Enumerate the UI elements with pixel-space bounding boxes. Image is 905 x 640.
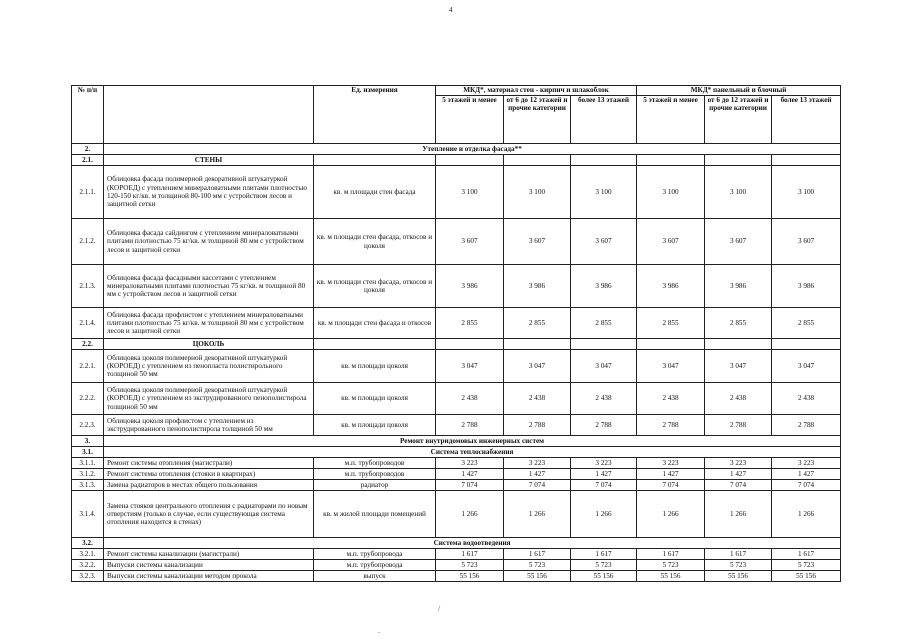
empty-cell [571, 339, 637, 350]
empty-cell [637, 155, 705, 166]
price-value: 3 047 [571, 350, 637, 383]
header-sub: от 6 до 12 этажей и прочие категории [504, 96, 571, 144]
header-sub: от 6 до 12 этажей и прочие категории [705, 96, 772, 144]
price-value: 3 607 [436, 219, 504, 265]
price-value: 3 223 [571, 458, 637, 469]
table-row [72, 415, 841, 436]
price-value: 2 855 [504, 308, 571, 339]
price-value: 3 100 [504, 166, 571, 219]
unit-of-measure: кв. м площади стен фасада, откосов и цоколя [314, 265, 436, 308]
price-value: 2 438 [705, 383, 772, 415]
price-value: 3 100 [705, 166, 772, 219]
row-number: 2. [72, 144, 104, 155]
row-number: 3. [72, 436, 104, 447]
price-value: 55 156 [436, 571, 504, 582]
price-value: 3 607 [772, 219, 841, 265]
price-table-container [71, 85, 840, 582]
price-value: 1 617 [705, 549, 772, 560]
price-value: 2 438 [637, 383, 705, 415]
price-value: 3 607 [637, 219, 705, 265]
header-group-panel: МКД* панельный и блочный [637, 86, 841, 96]
row-number: 3.1.3. [72, 480, 104, 491]
row-number: 3.2.1. [72, 549, 104, 560]
work-description: Облицовка фасада полимерной декоративной штукатуркой (КОРОЕД) с утеплением минераловатными плитами плотностью 120-150 кг/кв. м толщиной 80-100 мм с устройством лесов и защитной сетки [104, 166, 314, 219]
price-value: 55 156 [772, 571, 841, 582]
header-num: № п/п [72, 86, 104, 144]
row-number: 2.1. [72, 155, 104, 166]
section-title: Система водоотведения [104, 538, 841, 549]
price-value: 1 617 [772, 549, 841, 560]
table-row [72, 219, 841, 265]
price-table [71, 85, 841, 582]
price-value: 3 047 [637, 350, 705, 383]
subsection-row [72, 155, 841, 166]
empty-cell [772, 155, 841, 166]
price-value: 3 986 [637, 265, 705, 308]
section-title: Ремонт внутридомовых инженерных систем [104, 436, 841, 447]
price-value: 1 427 [504, 469, 571, 480]
subsection-title: СТЕНЫ [104, 155, 314, 166]
row-number: 3.1.4. [72, 491, 104, 538]
price-value: 3 607 [504, 219, 571, 265]
table-row [72, 383, 841, 415]
price-value: 2 788 [772, 415, 841, 436]
price-value: 3 986 [436, 265, 504, 308]
header-sub: 5 этажей и менее [436, 96, 504, 144]
price-value: 2 788 [705, 415, 772, 436]
price-value: 3 100 [772, 166, 841, 219]
price-value: 3 047 [504, 350, 571, 383]
price-value: 3 223 [772, 458, 841, 469]
price-value: 5 723 [436, 560, 504, 571]
scan-mark: . [378, 626, 380, 635]
price-value: 2 855 [705, 308, 772, 339]
price-value: 3 223 [705, 458, 772, 469]
work-description: Ремонт системы отопления (магистрали) [104, 458, 314, 469]
price-value: 1 427 [705, 469, 772, 480]
price-value: 3 100 [637, 166, 705, 219]
table-row [72, 480, 841, 491]
unit-of-measure: м.п. трубопроводов [314, 458, 436, 469]
table-row [72, 166, 841, 219]
empty-cell [504, 155, 571, 166]
work-description: Облицовка цоколя профлистом с утеплением из экструдированного пенополистирола толщиной 50 мм [104, 415, 314, 436]
header-sub: более 13 этажей [571, 96, 637, 144]
work-description: Облицовка цоколя полимерной декоративной штукатуркой (КОРОЕД) с утеплением из пеноплаcта полистирольного толщиной 50 мм [104, 350, 314, 383]
unit-of-measure: кв. м площади стен фасада, откосов и цоколя [314, 219, 436, 265]
row-number: 2.2.1. [72, 350, 104, 383]
unit-of-measure: кв. м площади цоколя [314, 415, 436, 436]
row-number: 2.1.4. [72, 308, 104, 339]
price-value: 3 047 [436, 350, 504, 383]
section-row [72, 436, 841, 447]
price-value: 5 723 [571, 560, 637, 571]
price-value: 1 266 [436, 491, 504, 538]
price-value: 1 427 [772, 469, 841, 480]
row-number: 2.2.3. [72, 415, 104, 436]
header-unit: Ед. измерения [314, 86, 436, 144]
work-description: Выпуски системы канализации методом прокола [104, 571, 314, 582]
work-description: Замена стояков центрального отопления с радиаторами по новым отверстиям (только в случае, если существующая система отопления находится в стенах) [104, 491, 314, 538]
price-value: 55 156 [571, 571, 637, 582]
price-value: 2 855 [772, 308, 841, 339]
price-value: 3 223 [637, 458, 705, 469]
price-value: 1 617 [637, 549, 705, 560]
price-value: 5 723 [705, 560, 772, 571]
row-number: 2.1.1. [72, 166, 104, 219]
price-value: 1 427 [436, 469, 504, 480]
table-row [72, 549, 841, 560]
price-value: 55 156 [504, 571, 571, 582]
price-value: 7 074 [436, 480, 504, 491]
table-row [72, 458, 841, 469]
work-description: Ремонт системы отопления (стояки в квартирах) [104, 469, 314, 480]
price-value: 1 266 [705, 491, 772, 538]
header-group-brick: МКД*, материал стен - кирпич и шлакоблок [436, 86, 637, 96]
price-value: 1 266 [571, 491, 637, 538]
table-row [72, 571, 841, 582]
unit-of-measure: кв. м площади стен фасада и откосов [314, 308, 436, 339]
price-value: 2 438 [504, 383, 571, 415]
row-number: 3.1. [72, 447, 104, 458]
row-number: 3.2.3. [72, 571, 104, 582]
header-sub: более 13 этажей [772, 96, 841, 144]
header-desc [104, 86, 314, 144]
unit-of-measure: м.п. трубопровода [314, 549, 436, 560]
price-value: 7 074 [504, 480, 571, 491]
work-description: Выпуски системы канализации [104, 560, 314, 571]
price-value: 2 438 [571, 383, 637, 415]
price-value: 2 855 [637, 308, 705, 339]
row-number: 3.1.1. [72, 458, 104, 469]
row-number: 2.2. [72, 339, 104, 350]
work-description: Облицовка фасада фасадными кассетами с утеплением минераловатными плитами плотностью 75 кг/кв. м толщиной 80 мм с устройством лесов и защитной сетки [104, 265, 314, 308]
price-value: 7 074 [705, 480, 772, 491]
unit-of-measure: кв. м площади стен фасада [314, 166, 436, 219]
work-description: Облицовка цоколя полимерной декоративной штукатуркой (КОРОЕД) с утеплением из экструдированного пенополистирола толщиной 50 мм [104, 383, 314, 415]
unit-of-measure: кв. м площади цоколя [314, 383, 436, 415]
price-value: 1 427 [571, 469, 637, 480]
scan-mark: / [438, 604, 441, 613]
row-number: 2.1.3. [72, 265, 104, 308]
row-number: 2.1.2. [72, 219, 104, 265]
price-value: 7 074 [772, 480, 841, 491]
section-title: Утепление и отделка фасада** [104, 144, 841, 155]
price-value: 3 986 [772, 265, 841, 308]
row-number: 2.2.2. [72, 383, 104, 415]
price-value: 3 223 [436, 458, 504, 469]
work-description: Ремонт системы канализации (магистрали) [104, 549, 314, 560]
section-title: Система теплоснабжения [104, 447, 841, 458]
price-value: 2 788 [571, 415, 637, 436]
unit-of-measure: радиатор [314, 480, 436, 491]
table-row [72, 308, 841, 339]
empty-cell [637, 339, 705, 350]
table-row [72, 469, 841, 480]
subsection-row [72, 339, 841, 350]
page-number: 4 [449, 6, 453, 14]
price-value: 7 074 [637, 480, 705, 491]
price-value: 3 986 [504, 265, 571, 308]
price-value: 3 986 [571, 265, 637, 308]
subsection-title: ЦОКОЛЬ [104, 339, 314, 350]
price-value: 1 617 [571, 549, 637, 560]
price-value: 55 156 [705, 571, 772, 582]
price-value: 1 266 [772, 491, 841, 538]
work-description: Облицовка фасада профлистом с утеплением минераловатными плитами плотностью 75 кг/кв. м толщиной 80 мм с устройством лесов и защитной сетки [104, 308, 314, 339]
unit-of-measure: кв. м площади цоколя [314, 350, 436, 383]
price-value: 3 986 [705, 265, 772, 308]
price-value: 1 617 [504, 549, 571, 560]
unit-of-measure: выпуск [314, 571, 436, 582]
price-value: 2 788 [637, 415, 705, 436]
work-description: Замена радиаторов в местах общего пользования [104, 480, 314, 491]
section-row [72, 447, 841, 458]
price-value: 3 223 [504, 458, 571, 469]
empty-cell [314, 155, 436, 166]
unit-of-measure: м.п. трубопровода [314, 560, 436, 571]
table-row [72, 265, 841, 308]
row-number: 3.2.2. [72, 560, 104, 571]
unit-of-measure: кв. м жилой площади помещений [314, 491, 436, 538]
price-value: 3 047 [705, 350, 772, 383]
header-sub: 5 этажей и менее [637, 96, 705, 144]
row-number: 3.1.2. [72, 469, 104, 480]
price-value: 2 855 [436, 308, 504, 339]
empty-cell [436, 155, 504, 166]
price-value: 3 047 [772, 350, 841, 383]
unit-of-measure: м.п. трубопроводов [314, 469, 436, 480]
price-value: 2 855 [571, 308, 637, 339]
price-value: 1 617 [436, 549, 504, 560]
empty-cell [504, 339, 571, 350]
price-value: 5 723 [504, 560, 571, 571]
section-row [72, 144, 841, 155]
price-value: 3 607 [571, 219, 637, 265]
empty-cell [705, 339, 772, 350]
work-description: Облицовка фасада сайдингом с утеплением минераловатными плитами плотностью 75 кг/кв. м толщиной 80 мм с устройством лесов и защитной сетки [104, 219, 314, 265]
price-value: 55 156 [637, 571, 705, 582]
empty-cell [314, 339, 436, 350]
price-value: 2 788 [436, 415, 504, 436]
empty-cell [705, 155, 772, 166]
table-row [72, 350, 841, 383]
price-value: 1 266 [504, 491, 571, 538]
price-value: 2 788 [504, 415, 571, 436]
empty-cell [772, 339, 841, 350]
price-value: 7 074 [571, 480, 637, 491]
price-value: 3 100 [571, 166, 637, 219]
price-value: 3 607 [705, 219, 772, 265]
table-row [72, 491, 841, 538]
price-value: 1 427 [637, 469, 705, 480]
price-value: 5 723 [772, 560, 841, 571]
section-row [72, 538, 841, 549]
price-value: 1 266 [637, 491, 705, 538]
table-row [72, 560, 841, 571]
price-value: 3 100 [436, 166, 504, 219]
row-number: 3.2. [72, 538, 104, 549]
empty-cell [436, 339, 504, 350]
price-value: 2 438 [772, 383, 841, 415]
table-body [72, 144, 841, 582]
price-value: 2 438 [436, 383, 504, 415]
empty-cell [571, 155, 637, 166]
price-value: 5 723 [637, 560, 705, 571]
